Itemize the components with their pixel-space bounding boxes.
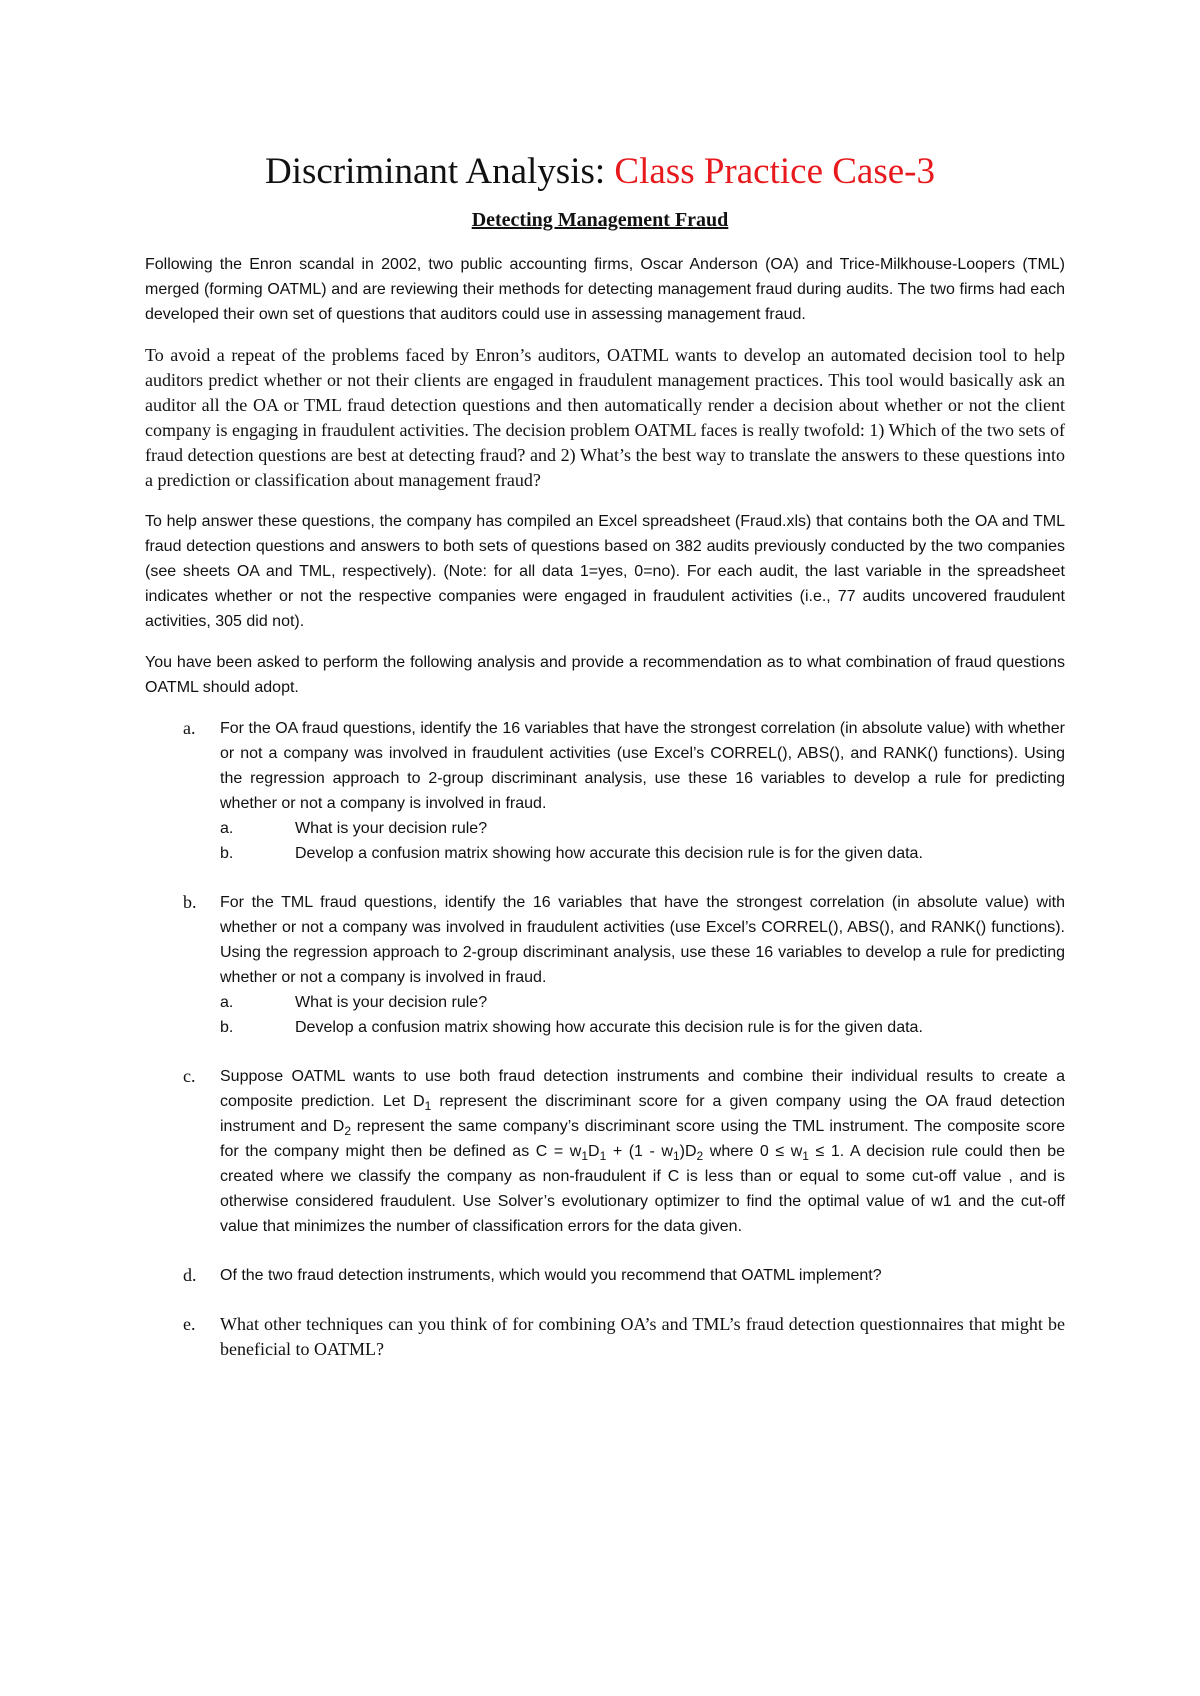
question-text: Of the two fraud detection instruments, which would you recommend that OATML implement? xyxy=(220,1267,882,1284)
question-text: Suppose OATML wants to use both fraud detection instruments and combine their individual results to create a composite prediction. Let $D_1$ represent the discriminant score for a given company using the OA fraud detection instrument and $D_2$ represent the same company’s discriminant score using the TML instrument. The composite score for the company might then be defined as $C = w_1D_1 + (1 - w_1)D_2$ where $0 \le w_1 \le 1$. A decision rule could then be created where we classify the company as non-fraudulent if C is less than or equal to some cut-off value , and is otherwise considered fraudulent. Use Solver’s evolutionary optimizer to find the optimal value of w1 and the cut-off value that minimizes the number of classification errors for the data given. xyxy=(220,1068,1066,1235)
document-body xyxy=(145,252,1065,1386)
subquestion-label: a. xyxy=(220,820,234,837)
paragraph-task: You have been asked to perform the following analysis and provide a recommendation as to what combination of fraud questions OATML should adopt. xyxy=(145,654,1065,696)
question-label: d. xyxy=(183,1265,197,1285)
subquestion-text: What is your decision rule? xyxy=(295,994,488,1011)
subquestion-label: a. xyxy=(220,994,234,1011)
subquestion-label: b. xyxy=(220,1019,234,1036)
question-text: For the OA fraud questions, identify the 16 variables that have the strongest correlation (in absolute value) with whether or not a company was involved in fraudulent activities (use Excel’s CORREL(), ABS(), and RANK() functions). Using the regression approach to 2-group discriminant analysis, use these 16 variables to develop a rule for predicting whether or not a company is involved in fraud. xyxy=(220,720,1065,812)
paragraph-intro: Following the Enron scandal in 2002, two public accounting firms, Oscar Anderson (OA) and Trice-Milkhouse-Loopers (TML) merged (forming OATML) and are reviewing their methods for detecting management fraud during audits. The two firms had each developed their own set of questions that auditors could use in assessing management fraud. xyxy=(145,256,1065,323)
title-prefix: Discriminant Analysis: xyxy=(264,151,615,192)
question-a xyxy=(145,716,1065,866)
question-text: What other techniques can you think of for combining OA’s and TML’s fraud detection questionnaires that might be beneficial to OATML? xyxy=(220,1314,1065,1359)
subquestion-text: What is your decision rule? xyxy=(295,820,488,837)
question-b xyxy=(145,890,1065,1040)
subquestion-text: Develop a confusion matrix showing how accurate this decision rule is for the given data. xyxy=(295,1019,923,1036)
subquestion-list xyxy=(220,816,1065,866)
subquestion-text: Develop a confusion matrix showing how accurate this decision rule is for the given data. xyxy=(295,845,923,862)
paragraph-data: To help answer these questions, the company has compiled an Excel spreadsheet (Fraud.xls) that contains both the OA and TML fraud detection questions and answers to both sets of questions based on 382 audits previously conducted by the two companies (see sheets OA and TML, respectively). (Note: for all data 1=yes, 0=no). For each audit, the last variable in the spreadsheet indicates whether or not the respective companies were engaged in fraudulent activities (i.e., 77 audits uncovered fraudulent activities, 305 did not). xyxy=(145,513,1065,630)
question-text: For the TML fraud questions, identify the 16 variables that have the strongest correlation (in absolute value) with whether or not a company was involved in fraudulent activities (use Excel’s CORREL(), ABS(), and RANK() functions). Using the regression approach to 2-group discriminant analysis, use these 16 variables to develop a rule for predicting whether or not a company is involved in fraud. xyxy=(220,894,1065,986)
subquestion-list xyxy=(220,990,1065,1040)
subquestion-label: b. xyxy=(220,845,234,862)
question-e xyxy=(145,1312,1065,1362)
question-c xyxy=(145,1064,1065,1239)
case-subtitle: Detecting Management Fraud xyxy=(471,209,729,231)
question-list xyxy=(145,716,1065,1362)
question-label: e. xyxy=(183,1314,196,1334)
subquestion-item xyxy=(220,1015,1065,1040)
page-title xyxy=(0,150,1200,194)
question-label: b. xyxy=(183,892,197,912)
question-label: c. xyxy=(183,1066,196,1086)
subquestion-item xyxy=(220,841,1065,866)
title-highlight: Class Practice Case-3 xyxy=(614,151,935,192)
paragraph-problem: To avoid a repeat of the problems faced by Enron’s auditors, OATML wants to develop an automated decision tool to help auditors predict whether or not their clients are engaged in fraudulent management practices. This tool would basically ask an auditor all the OA or TML fraud detection questions and then automatically render a decision about whether or not the client company is engaging in fraudulent activities. The decision problem OATML faces is really twofold: 1) Which of the two sets of fraud detection questions are best at detecting fraud? and 2) What’s the best way to translate the answers to these questions into a prediction or classification about management fraud? xyxy=(145,345,1065,490)
subquestion-item xyxy=(220,816,1065,841)
subquestion-item xyxy=(220,990,1065,1015)
question-d xyxy=(145,1263,1065,1288)
question-label: a. xyxy=(183,718,196,738)
